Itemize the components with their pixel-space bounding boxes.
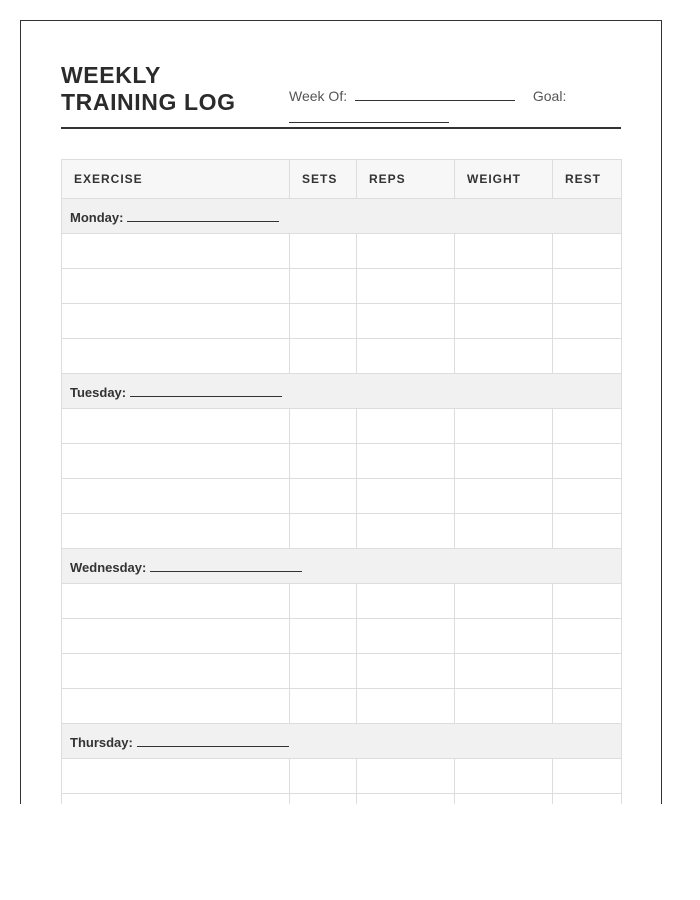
rest-cell[interactable] bbox=[553, 409, 622, 444]
exercise-cell[interactable] bbox=[62, 759, 290, 794]
rest-cell[interactable] bbox=[553, 234, 622, 269]
table-row bbox=[62, 759, 622, 794]
exercise-cell[interactable] bbox=[62, 409, 290, 444]
exercise-cell[interactable] bbox=[62, 444, 290, 479]
rest-cell[interactable] bbox=[553, 269, 622, 304]
day-row bbox=[62, 549, 622, 584]
rest-cell[interactable] bbox=[553, 304, 622, 339]
reps-cell[interactable] bbox=[357, 234, 455, 269]
sets-cell[interactable] bbox=[290, 479, 357, 514]
sets-cell[interactable] bbox=[290, 619, 357, 654]
weight-cell[interactable] bbox=[455, 234, 553, 269]
weight-cell[interactable] bbox=[455, 514, 553, 549]
sets-cell[interactable] bbox=[290, 339, 357, 374]
rest-cell[interactable] bbox=[553, 479, 622, 514]
sets-cell[interactable] bbox=[290, 444, 357, 479]
table-row bbox=[62, 689, 622, 724]
week-of-field[interactable] bbox=[355, 86, 515, 101]
rest-cell[interactable] bbox=[553, 584, 622, 619]
day-label: Monday: bbox=[70, 210, 124, 225]
rest-cell[interactable] bbox=[553, 339, 622, 374]
day-cell bbox=[62, 374, 622, 409]
weight-cell[interactable] bbox=[455, 794, 553, 805]
reps-cell[interactable] bbox=[357, 794, 455, 805]
table-row bbox=[62, 619, 622, 654]
weight-cell[interactable] bbox=[455, 619, 553, 654]
rest-cell[interactable] bbox=[553, 514, 622, 549]
sets-cell[interactable] bbox=[290, 584, 357, 619]
weight-cell[interactable] bbox=[455, 689, 553, 724]
day-label: Thursday: bbox=[70, 735, 133, 750]
rest-cell[interactable] bbox=[553, 619, 622, 654]
sets-cell[interactable] bbox=[290, 794, 357, 805]
goal-label: Goal: bbox=[532, 88, 567, 104]
sets-cell[interactable] bbox=[290, 409, 357, 444]
exercise-cell[interactable] bbox=[62, 584, 290, 619]
exercise-cell[interactable] bbox=[62, 514, 290, 549]
day-cell bbox=[62, 199, 622, 234]
reps-cell[interactable] bbox=[357, 619, 455, 654]
weight-cell[interactable] bbox=[455, 444, 553, 479]
rest-cell[interactable] bbox=[553, 654, 622, 689]
table-row bbox=[62, 584, 622, 619]
weight-cell[interactable] bbox=[455, 304, 553, 339]
rest-cell[interactable] bbox=[553, 759, 622, 794]
column-header-reps: REPS bbox=[357, 160, 455, 199]
table-row bbox=[62, 514, 622, 549]
table-row bbox=[62, 444, 622, 479]
exercise-cell[interactable] bbox=[62, 339, 290, 374]
title-line-1: WEEKLY bbox=[61, 62, 161, 88]
table-row bbox=[62, 234, 622, 269]
weight-cell[interactable] bbox=[455, 584, 553, 619]
sets-cell[interactable] bbox=[290, 654, 357, 689]
table-header-row bbox=[62, 160, 622, 199]
sets-cell[interactable] bbox=[290, 234, 357, 269]
reps-cell[interactable] bbox=[357, 339, 455, 374]
day-row bbox=[62, 199, 622, 234]
reps-cell[interactable] bbox=[357, 269, 455, 304]
weight-cell[interactable] bbox=[455, 759, 553, 794]
exercise-cell[interactable] bbox=[62, 234, 290, 269]
day-date-field[interactable] bbox=[150, 557, 302, 572]
day-date-field[interactable] bbox=[137, 732, 289, 747]
sets-cell[interactable] bbox=[290, 304, 357, 339]
table-row bbox=[62, 409, 622, 444]
training-log-page bbox=[20, 20, 662, 804]
sets-cell[interactable] bbox=[290, 514, 357, 549]
week-goal-fields bbox=[289, 85, 589, 129]
sets-cell[interactable] bbox=[290, 269, 357, 304]
column-header-exercise: EXERCISE bbox=[62, 160, 290, 199]
weight-cell[interactable] bbox=[455, 479, 553, 514]
sets-cell[interactable] bbox=[290, 759, 357, 794]
goal-field[interactable] bbox=[289, 108, 449, 123]
day-date-field[interactable] bbox=[130, 382, 282, 397]
reps-cell[interactable] bbox=[357, 304, 455, 339]
rest-cell[interactable] bbox=[553, 689, 622, 724]
week-of-label: Week Of: bbox=[289, 88, 348, 104]
exercise-cell[interactable] bbox=[62, 654, 290, 689]
weight-cell[interactable] bbox=[455, 409, 553, 444]
table-row bbox=[62, 794, 622, 805]
day-date-field[interactable] bbox=[127, 207, 279, 222]
page-title bbox=[61, 62, 236, 116]
day-label: Tuesday: bbox=[70, 385, 127, 400]
reps-cell[interactable] bbox=[357, 759, 455, 794]
day-cell bbox=[62, 724, 622, 759]
day-label: Wednesday: bbox=[70, 560, 147, 575]
reps-cell[interactable] bbox=[357, 689, 455, 724]
reps-cell[interactable] bbox=[357, 409, 455, 444]
day-row bbox=[62, 374, 622, 409]
exercise-cell[interactable] bbox=[62, 689, 290, 724]
day-cell bbox=[62, 549, 622, 584]
header-divider bbox=[61, 127, 621, 129]
table-row bbox=[62, 479, 622, 514]
exercise-cell[interactable] bbox=[62, 304, 290, 339]
title-line-2: TRAINING LOG bbox=[61, 89, 236, 115]
reps-cell[interactable] bbox=[357, 479, 455, 514]
sets-cell[interactable] bbox=[290, 689, 357, 724]
exercise-cell[interactable] bbox=[62, 479, 290, 514]
column-header-sets: SETS bbox=[290, 160, 357, 199]
rest-cell[interactable] bbox=[553, 444, 622, 479]
exercise-cell[interactable] bbox=[62, 794, 290, 805]
column-header-weight: WEIGHT bbox=[455, 160, 553, 199]
exercise-cell[interactable] bbox=[62, 619, 290, 654]
day-row bbox=[62, 724, 622, 759]
reps-cell[interactable] bbox=[357, 514, 455, 549]
table-row bbox=[62, 339, 622, 374]
exercise-cell[interactable] bbox=[62, 269, 290, 304]
reps-cell[interactable] bbox=[357, 584, 455, 619]
weight-cell[interactable] bbox=[455, 269, 553, 304]
reps-cell[interactable] bbox=[357, 654, 455, 689]
weight-cell[interactable] bbox=[455, 339, 553, 374]
table-body bbox=[62, 199, 622, 805]
weight-cell[interactable] bbox=[455, 654, 553, 689]
reps-cell[interactable] bbox=[357, 444, 455, 479]
table-row bbox=[62, 304, 622, 339]
training-table bbox=[61, 159, 622, 804]
column-header-rest: REST bbox=[553, 160, 622, 199]
table-row bbox=[62, 654, 622, 689]
rest-cell[interactable] bbox=[553, 794, 622, 805]
table-row bbox=[62, 269, 622, 304]
